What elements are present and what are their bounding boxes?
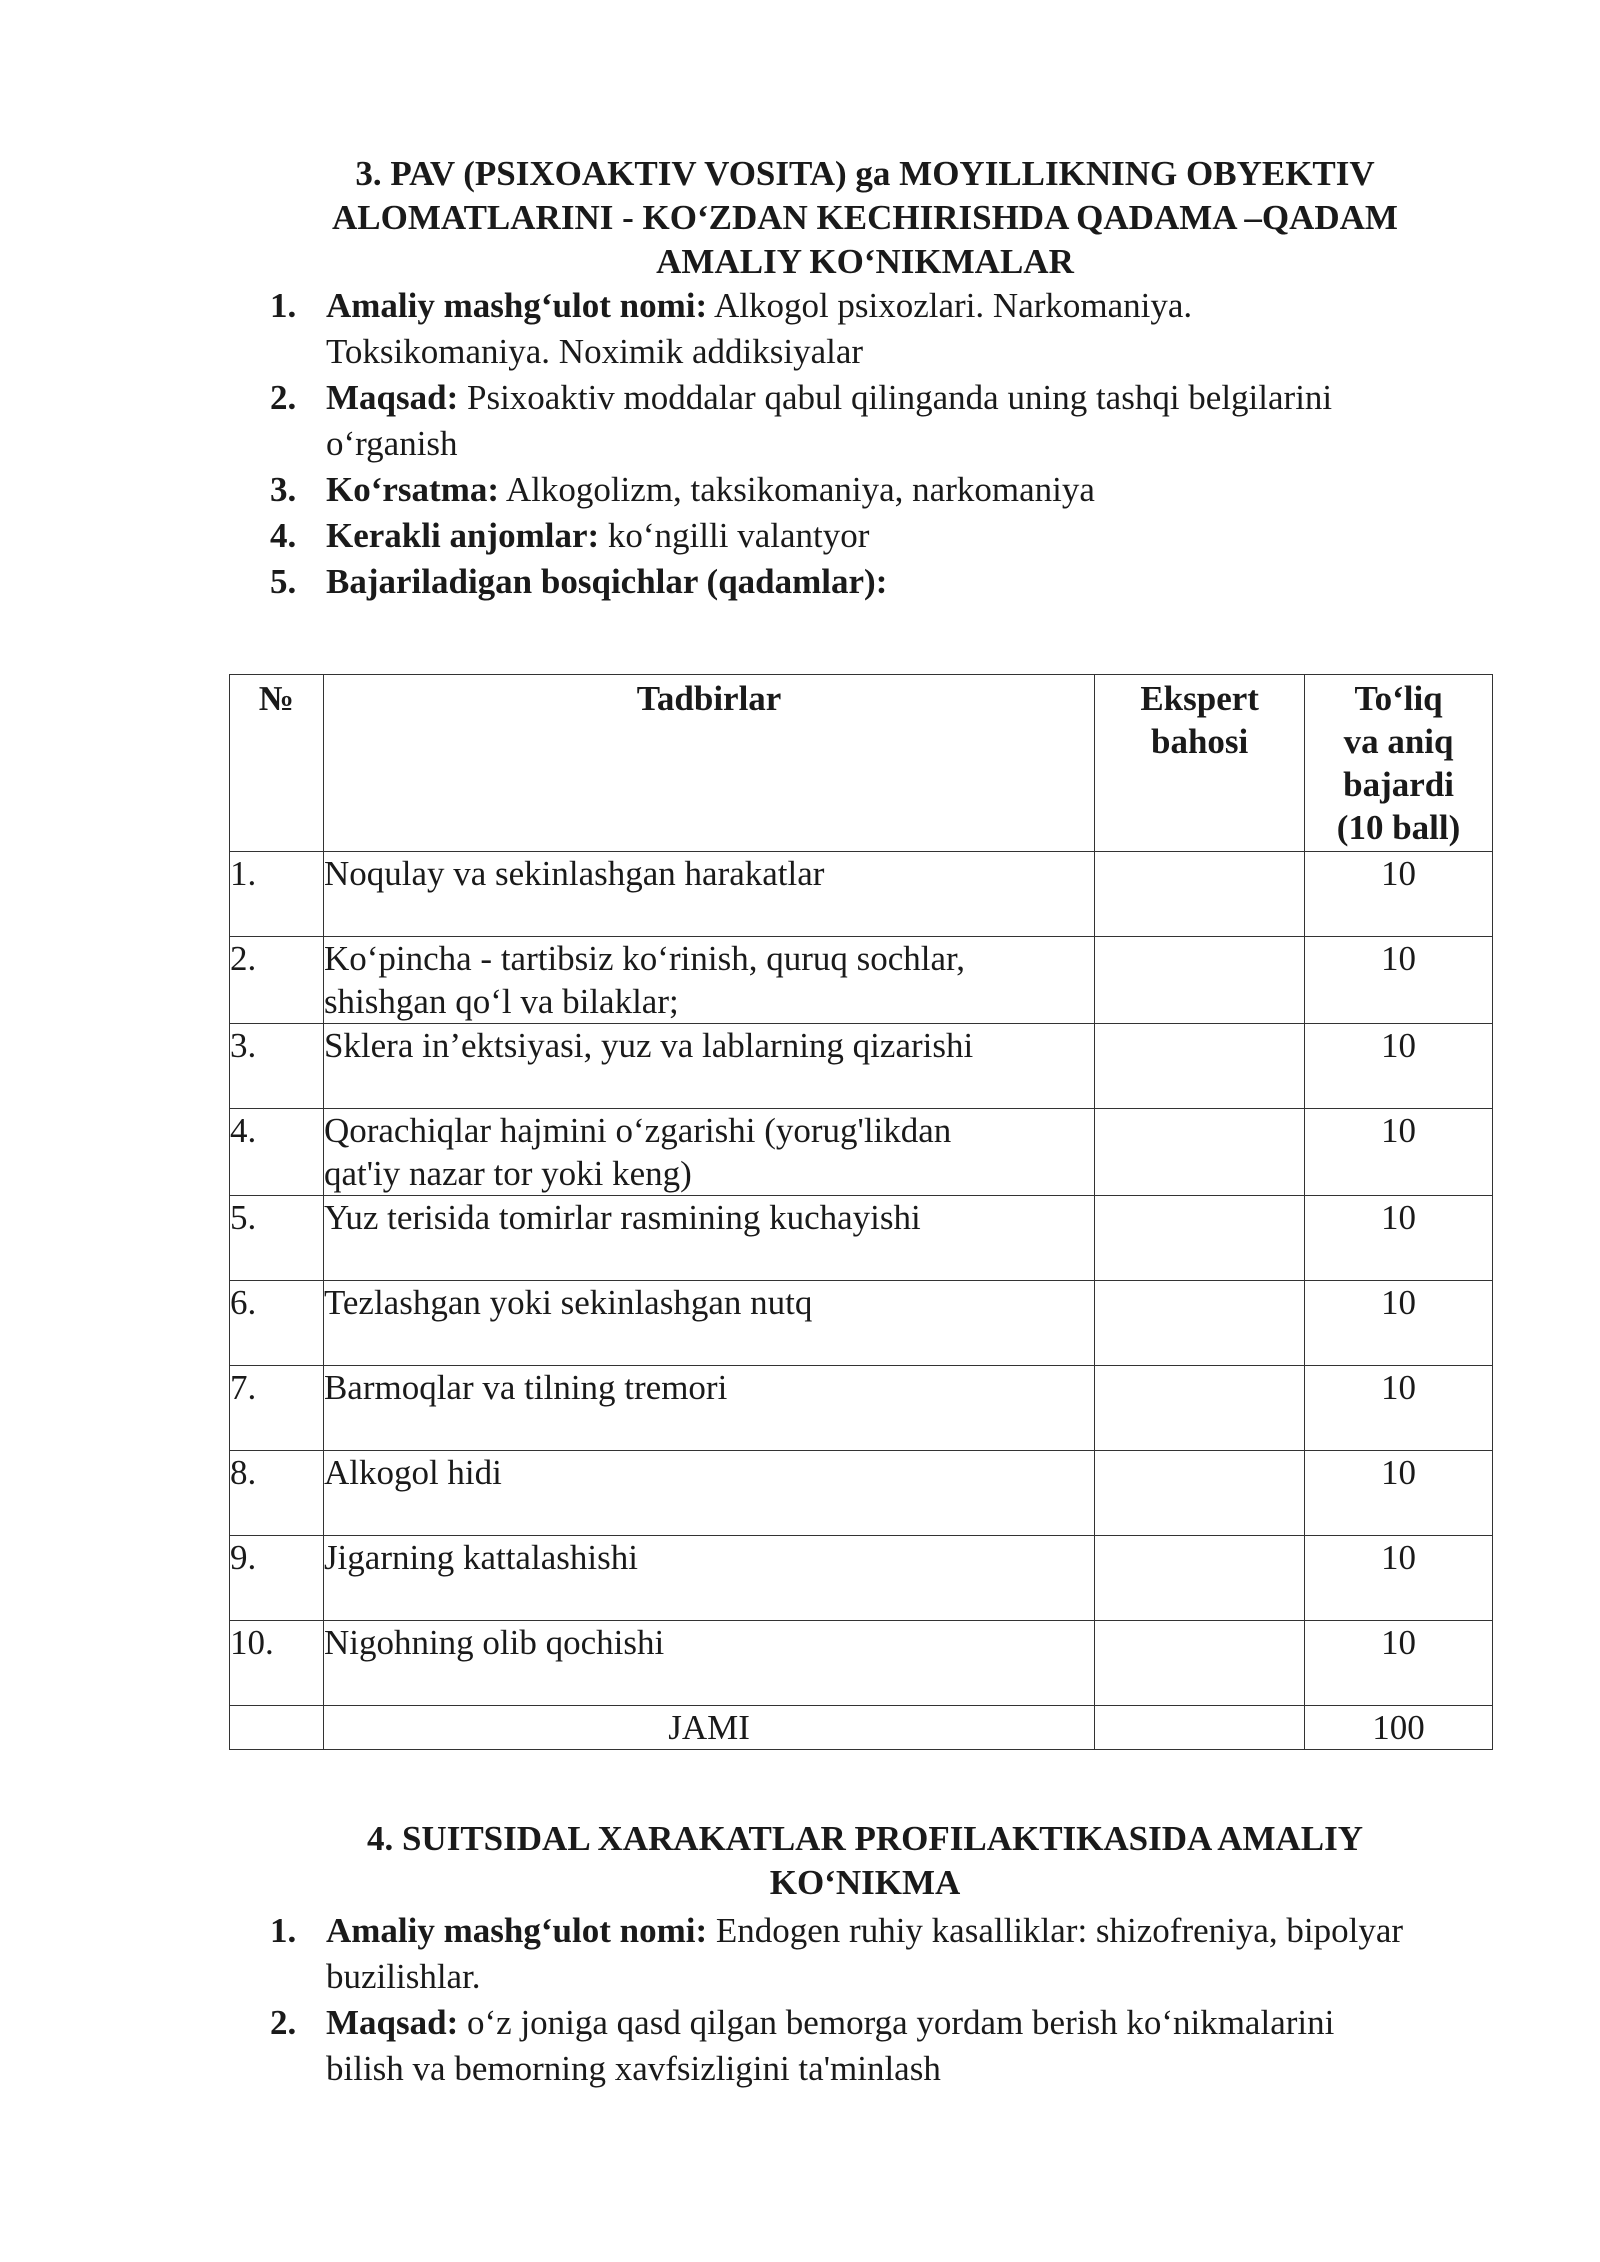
header-expert-line: Ekspert	[1140, 679, 1259, 718]
list-text-continued: buzilishlar.	[326, 1957, 481, 1996]
list-label: Bajariladigan bosqichlar (qadamlar):	[326, 562, 888, 601]
row-score: 10	[1305, 1024, 1493, 1109]
list-item	[270, 467, 1520, 513]
row-event-line: Barmoqlar va tilning tremori	[323, 1368, 728, 1407]
list-text: o‘z joniga qasd qilgan bemorga yordam berish ko‘nikmalarini	[458, 2003, 1335, 2042]
list-item	[270, 2000, 1520, 2092]
row-event-line: Yuz terisida tomirlar rasmining kuchayishi	[323, 1198, 921, 1237]
header-expert-line: bahosi	[1151, 722, 1249, 761]
total-empty-cell	[230, 1706, 324, 1750]
header-score-line: (10 ball)	[1336, 808, 1461, 847]
section-3-heading	[230, 152, 1500, 284]
row-score: 10	[1305, 1451, 1493, 1536]
row-score: 10	[1305, 1281, 1493, 1366]
list-text: Alkogol psixozlari. Narkomaniya.	[707, 286, 1193, 325]
list-label: Ko‘rsatma:	[326, 470, 500, 509]
row-number: 3.	[230, 1024, 324, 1109]
list-text-continued: o‘rganish	[326, 424, 458, 463]
list-text: Endogen ruhiy kasalliklar: shizofreniya, bipolyar	[707, 1911, 1404, 1950]
list-item	[270, 1908, 1520, 2000]
row-score: 10	[1305, 1366, 1493, 1451]
row-event	[323, 1109, 1094, 1196]
list-item	[270, 559, 1520, 605]
header-number-text: №	[258, 679, 295, 718]
list-text: Alkogolizm, taksikomaniya, narkomaniya	[499, 470, 1095, 509]
row-event-line: shishgan qo‘l va bilaklar;	[323, 982, 679, 1021]
row-event	[323, 1196, 1094, 1281]
list-number: 4.	[270, 516, 297, 555]
row-score: 10	[1305, 1621, 1493, 1706]
total-expert-cell[interactable]	[1095, 1706, 1305, 1750]
row-number: 10.	[230, 1621, 324, 1706]
list-number: 1.	[270, 1911, 297, 1950]
heading-line: 3. PAV (PSIXOAKTIV VOSITA) ga MOYILLIKNING OBYEKTIV	[355, 154, 1375, 193]
row-expert-cell[interactable]	[1095, 852, 1305, 937]
list-number: 2.	[270, 2003, 297, 2042]
row-event-line: Alkogol hidi	[323, 1453, 502, 1492]
table-row	[230, 1196, 1493, 1281]
row-number: 6.	[230, 1281, 324, 1366]
list-text: ko‘ngilli valantyor	[599, 516, 870, 555]
row-event	[323, 1621, 1094, 1706]
row-number: 1.	[230, 852, 324, 937]
row-event	[323, 1024, 1094, 1109]
row-score: 10	[1305, 1109, 1493, 1196]
row-event	[323, 1366, 1094, 1451]
header-score-line: bajardi	[1343, 765, 1454, 804]
list-label: Kerakli anjomlar:	[326, 516, 600, 555]
row-score: 10	[1305, 1196, 1493, 1281]
list-number: 1.	[270, 286, 297, 325]
list-number: 5.	[270, 562, 297, 601]
heading-line: KO‘NIKMA	[769, 1863, 961, 1902]
row-expert-cell[interactable]	[1095, 1196, 1305, 1281]
table-row	[230, 852, 1493, 937]
table-total-row	[230, 1706, 1493, 1750]
header-score	[1305, 675, 1493, 852]
table-row	[230, 1281, 1493, 1366]
row-event-line: Qorachiqlar hajmini o‘zgarishi (yorug'likdan	[323, 1111, 952, 1150]
row-event-line: Tezlashgan yoki sekinlashgan nutq	[323, 1283, 813, 1322]
row-event	[323, 1451, 1094, 1536]
table-row	[230, 1621, 1493, 1706]
header-number	[230, 675, 324, 852]
row-event	[323, 1536, 1094, 1621]
row-expert-cell[interactable]	[1095, 1024, 1305, 1109]
row-event-line: Nigohning olib qochishi	[323, 1623, 665, 1662]
row-expert-cell[interactable]	[1095, 937, 1305, 1024]
list-number: 3.	[270, 470, 297, 509]
row-event	[323, 1281, 1094, 1366]
evaluation-table	[229, 674, 1493, 1750]
heading-line: 4. SUITSIDAL XARAKATLAR PROFILAKTIKASIDA AMALIY	[366, 1819, 1364, 1858]
list-text: Psixoaktiv moddalar qabul qilinganda uning tashqi belgilarini	[458, 378, 1333, 417]
row-event-line: Ko‘pincha - tartibsiz ko‘rinish, quruq sochlar,	[323, 939, 966, 978]
total-score: 100	[1305, 1706, 1493, 1750]
row-event-line: Noqulay va sekinlashgan harakatlar	[323, 854, 825, 893]
row-score: 10	[1305, 852, 1493, 937]
header-expert	[1095, 675, 1305, 852]
list-text-continued: bilish va bemorning xavfsizligini ta'minlash	[326, 2049, 941, 2088]
row-event-line: Sklera in’ektsiyasi, yuz va lablarning qizarishi	[323, 1026, 974, 1065]
table-row	[230, 1366, 1493, 1451]
list-label: Maqsad:	[326, 378, 459, 417]
row-number: 5.	[230, 1196, 324, 1281]
section-4-list	[270, 1908, 1520, 2092]
row-number: 2.	[230, 937, 324, 1024]
row-score: 10	[1305, 1536, 1493, 1621]
header-events	[323, 675, 1094, 852]
table-header-row	[230, 675, 1493, 852]
table-row	[230, 1451, 1493, 1536]
list-label: Maqsad:	[326, 2003, 459, 2042]
header-score-line: To‘liq	[1354, 679, 1443, 718]
list-item	[270, 513, 1520, 559]
row-score: 10	[1305, 937, 1493, 1024]
row-event	[323, 852, 1094, 937]
list-text-continued: Toksikomaniya. Noximik addiksiyalar	[326, 332, 864, 371]
header-events-text: Tadbirlar	[636, 679, 782, 718]
list-item	[270, 375, 1520, 467]
row-expert-cell[interactable]	[1095, 1281, 1305, 1366]
table-row	[230, 1109, 1493, 1196]
row-number: 7.	[230, 1366, 324, 1451]
list-number: 2.	[270, 378, 297, 417]
row-event-line: Jigarning kattalashishi	[323, 1538, 638, 1577]
row-event-line: qat'iy nazar tor yoki keng)	[323, 1154, 692, 1193]
row-number: 4.	[230, 1109, 324, 1196]
row-expert-cell[interactable]	[1095, 1366, 1305, 1451]
row-expert-cell[interactable]	[1095, 1109, 1305, 1196]
total-label: JAMI	[323, 1706, 1094, 1750]
heading-line: ALOMATLARINI - KO‘ZDAN KECHIRISHDA QADAMA –QADAM	[332, 198, 1398, 237]
table-row	[230, 1536, 1493, 1621]
section-3-list	[270, 283, 1520, 605]
section-4-heading	[230, 1817, 1500, 1905]
row-expert-cell[interactable]	[1095, 1621, 1305, 1706]
row-expert-cell[interactable]	[1095, 1451, 1305, 1536]
list-label: Amaliy mashg‘ulot nomi:	[326, 286, 708, 325]
header-score-line: va aniq	[1343, 722, 1454, 761]
table-row	[230, 937, 1493, 1024]
row-number: 8.	[230, 1451, 324, 1536]
heading-line: AMALIY KO‘NIKMALAR	[656, 242, 1074, 281]
list-label: Amaliy mashg‘ulot nomi:	[326, 1911, 708, 1950]
table-row	[230, 1024, 1493, 1109]
row-event	[323, 937, 1094, 1024]
row-number: 9.	[230, 1536, 324, 1621]
row-expert-cell[interactable]	[1095, 1536, 1305, 1621]
list-item	[270, 283, 1520, 375]
